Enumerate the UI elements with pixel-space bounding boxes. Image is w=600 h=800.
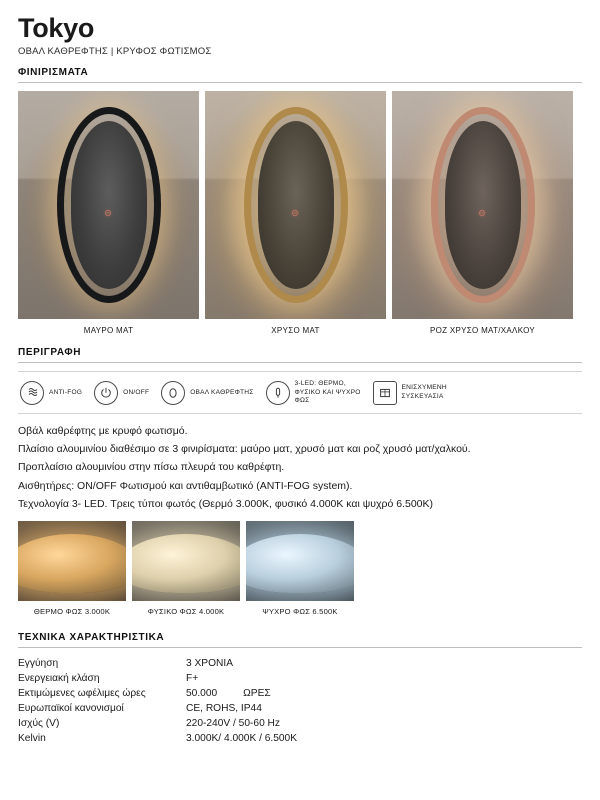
mirror-glass [258, 121, 334, 289]
feature-label: ON/OFF [123, 388, 150, 396]
oval-mirror-icon [431, 107, 535, 303]
divider [18, 82, 582, 83]
page-subtitle: ΟΒΑΛ ΚΑΘΡΕΦΤΗΣ | ΚΡΥΦΟΣ ΦΩΤΙΣΜΟΣ [18, 46, 212, 58]
reinforced-package-icon [373, 381, 397, 405]
feature-item [20, 381, 82, 405]
divider [18, 362, 582, 363]
three-led-icon [266, 381, 290, 405]
table-row [18, 716, 582, 731]
spec-value: 3.000Κ/ 4.000Κ / 6.500Κ [186, 732, 298, 744]
table-row [18, 671, 582, 686]
finish-image-rose-gold [392, 91, 573, 319]
finish-caption: ΜΑΥΡΟ ΜΑΤ [83, 326, 134, 336]
warm-light-image [18, 521, 126, 601]
finish-item [205, 91, 386, 335]
feature-label: ANTI-FOG [49, 388, 83, 396]
mirror-glass [71, 121, 147, 289]
spec-key: Kelvin [18, 732, 46, 744]
description-paragraph: Τεχνολογία 3- LED. Τρεις τύποι φωτός (Θερμό 3.000Κ, φυσικό 4.000Κ και ψυχρό 6.500Κ) [18, 497, 433, 510]
feature-label: ΟΒΑΛ ΚΑΘΡΕΦΤΗΣ [190, 388, 254, 396]
anti-fog-icon [20, 381, 44, 405]
table-row [18, 656, 582, 671]
specs-heading: ΤΕΧΝΙΚΑ ΧΑΡΑΚΤΗΡΙΣΤΙΚΑ [18, 631, 165, 643]
specs-table [18, 656, 582, 746]
finish-item [18, 91, 199, 335]
oval-mirror-icon [57, 107, 161, 303]
cool-light-image [246, 521, 354, 601]
feature-label: ΕΝΙΣΧΥΜΕΝΗ ΣΥΣΚΕΥΑΣΙΑ [401, 384, 447, 400]
description-text [18, 414, 582, 511]
feature-icons-row [18, 371, 582, 414]
spec-value: F+ [186, 672, 199, 684]
divider [18, 647, 582, 648]
spec-key: Ισχύς (V) [18, 717, 60, 729]
finish-image-black [18, 91, 199, 319]
finish-image-gold [205, 91, 386, 319]
light-temperature-caption: ΦΥΣΙΚΟ ΦΩΣ 4.000Κ [147, 606, 225, 616]
light-curve [18, 534, 126, 593]
mirror-glass [445, 121, 521, 289]
finishes-gallery [18, 91, 582, 335]
finish-item [392, 91, 573, 335]
description-paragraph: Προπλαίσιο αλουμινίου στην πίσω πλευρά του καθρέφτη. [18, 461, 285, 474]
description-section [18, 347, 582, 616]
spec-value: 3 ΧΡΟΝΙΑ [186, 657, 233, 669]
feature-item [373, 381, 468, 405]
page-title: Tokyo [18, 13, 95, 43]
spec-key: Εκτιμώμενες ωφέλιμες ώρες [18, 687, 146, 699]
light-temperature-caption: ΨΥΧΡΟ ΦΩΣ 6.500Κ [262, 606, 338, 616]
spec-key: Εγγύηση [18, 657, 59, 669]
spec-key: Ευρωπαϊκοί κανονισμοί [18, 702, 124, 714]
light-curve [132, 534, 240, 593]
description-heading: ΠΕΡΙΓΡΑΦΗ [18, 347, 82, 359]
light-temperature-item [246, 521, 354, 616]
spec-value-number: 50.000 [186, 687, 218, 699]
light-temperature-caption: ΘΕΡΜΟ ΦΩΣ 3.000Κ [33, 606, 111, 616]
spec-key: Ενεργειακή κλάση [18, 672, 100, 684]
light-temperature-gallery [18, 521, 582, 616]
spec-value-unit: ΩΡΕΣ [243, 687, 271, 699]
light-temperature-item [18, 521, 126, 616]
description-paragraph: Οβάλ καθρέφτης με κρυφό φωτισμό. [18, 425, 188, 438]
touch-sensor-icon: Θ [104, 208, 113, 218]
finish-caption: ΧΡΥΣΟ ΜΑΤ [271, 326, 320, 336]
spec-value: 220-240V / 50-60 Hz [186, 717, 281, 729]
touch-sensor-icon: Θ [478, 208, 487, 218]
power-icon [94, 381, 118, 405]
table-row [18, 731, 582, 746]
table-row [18, 701, 582, 716]
specs-section [18, 632, 582, 746]
feature-item [94, 381, 149, 405]
spec-value [186, 686, 582, 701]
light-temperature-item [132, 521, 240, 616]
feature-label: 3-LED: ΘΕΡΜΟ, ΦΥΣΙΚΟ ΚΑΙ ΨΥΧΡΟ ΦΩΣ [294, 380, 361, 404]
description-paragraph: Αισθητήρες: ON/OFF Φωτισμού και αντιθαμβωτικό (ANTI-FOG system). [18, 479, 353, 492]
feature-item [266, 380, 361, 405]
oval-mirror-icon [161, 381, 185, 405]
feature-item [161, 381, 253, 405]
finishes-heading: ΦΙΝΙΡΙΣΜΑΤΑ [18, 67, 89, 79]
touch-sensor-icon: Θ [291, 208, 300, 218]
spec-value: CE, ROHS, IP44 [186, 702, 262, 714]
oval-mirror-icon [244, 107, 348, 303]
finish-caption: ΡΟΖ ΧΡΥΣΟ ΜΑΤ/ΧΑΛΚΟΥ [430, 326, 535, 336]
description-paragraph: Πλαίσιο αλουμινίου διαθέσιμο σε 3 φινιρίσματα: μαύρο ματ, χρυσό ματ και ροζ χρυσό ματ/χαλκού. [18, 443, 471, 456]
light-curve [246, 534, 354, 593]
natural-light-image [132, 521, 240, 601]
table-row [18, 686, 582, 701]
